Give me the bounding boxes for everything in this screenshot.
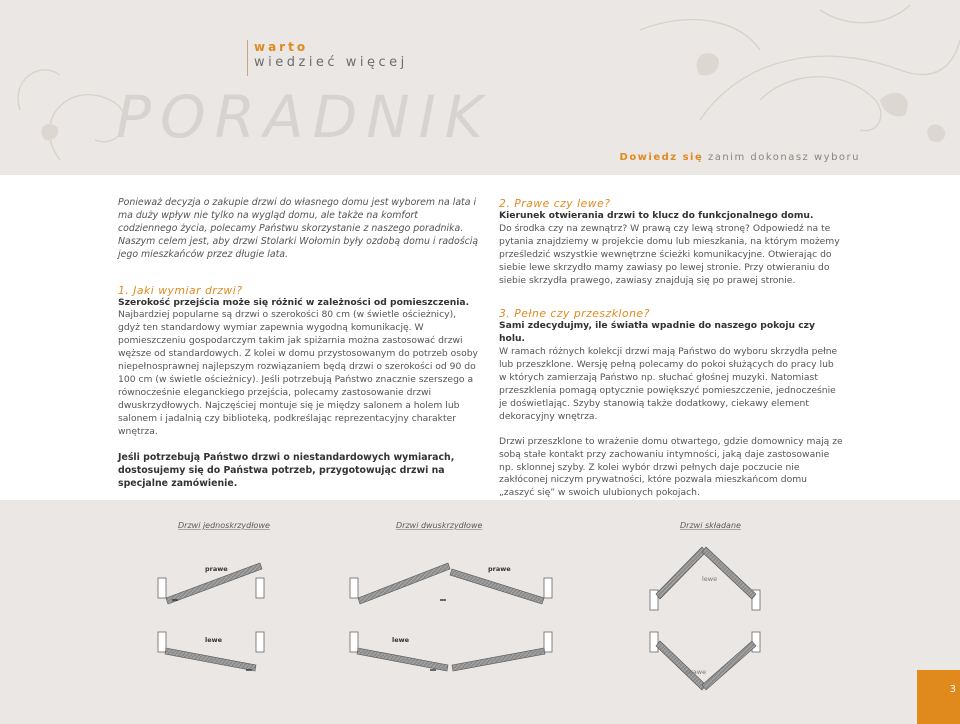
label-single-door: Drzwi jednoskrzydłowe [178,521,270,530]
double-bottom-label: lewe [392,636,410,644]
label-folding-door: Drzwi składane [680,521,741,530]
label-double-door: Drzwi dwuskrzydłowe [396,521,483,530]
section2-heading: 2. Prawe czy lewe? [499,197,611,210]
page-title: PORADNIK [116,83,492,151]
double-top-label: prawe [488,565,511,573]
folding-door-right-diagram [650,632,760,690]
subtitle-rest: zanim dokonasz wyboru [707,152,860,163]
section1-lead: Szerokość przejścia może się różnić w zależności od pomieszczenia. [118,296,470,308]
section2-text: Do środka czy na zewnątrz? W prawą czy lewą stronę? Odpowiedź na te pytania znajdziemy w projekcie domu lub mieszkania, na którym możemy prześledzić wszystkie wewnętrzne ścieżki komunikacyjne. Otwierając do siebie lewe skrzydło mamy zawiasy po lewej stronie. Przy otwieraniu do siebie skrzydła prawego, zawiasy znajdują się po prawej stronie. [499,222,840,286]
section3-text-2: Drzwi przeszklone to wrażenie domu otwartego, gdzie domownicy mają ze sobą stałe kontakt przy zachowaniu intymności, jaką daje zastosowanie np. sklonnej szyby. Z kolei wybór drzwi pełnych daje poczucie nie zakłóconej niczym prywatności, które pozwala mieszkańcom domu „zaszyć się” w swoich ulubionych pokojach. [499,435,843,499]
section3-text: W ramach różnych kolekcji drzwi mają Państwo do wyboru skrzydła pełne lub przeszklone. Wersję pełną polecamy do pokoi służących do pracy lub w których zamierzają Państwo np. słuchać głośnej muzyki. Natomiast przeszklenia pomagą optycznie powiększyć pomieszczenie, jednocześnie je doświetlając. Szyby stanowią także dodatkowy, ciekawy element dekoracyjny wnętrza. [499,346,838,422]
single-door-right-diagram [158,563,264,604]
section3-lead: Sami zdecydujmy, ile światła wpadnie do naszego pokoju czy holu. [499,320,816,345]
section1-heading: 1. Jaki wymiar drzwi? [118,283,243,297]
folding-door-left-diagram [650,547,760,610]
section3-heading: 3. Pełne czy przeszklone? [499,307,650,321]
subtitle-accent: Dowiedz się [619,152,704,163]
folding-bottom-label: prawe [686,668,707,676]
single-door-left-diagram [158,632,264,671]
page-number: 3 [917,670,960,724]
section2-lead: Kierunek otwierania drzwi to klucz do funkcjonalnego domu. [499,210,814,221]
double-door-right-diagram [350,563,552,604]
single-top-label: prawe [205,565,228,573]
tag-line-wiedziec: wiedzieć więcej [254,55,408,70]
single-bottom-label: lewe [205,636,223,644]
double-door-left-diagram [350,632,552,671]
section1-text: Najbardziej popularne są drzwi o szerokości 80 cm (w świetle ościeżnicy), gdyż ten standardowy wymiar zapewnia wygodną komunikację. W pomieszczeniu gospodarczym takim jak spiżarnia można zastosować drzwi węższe od standardowych. Z kolei w domu przystosowanym do potrzeb osoby niepełnosprawnej najlepszym rozwiązaniem będą drzwi o szerokości od 90 do 100 cm (w świetle ościeżnicy). Jeśli potrzebują Państwo znacznie szerszego a równocześnie eleganckiego przejścia, polecamy zastosowanie drzwi dwuskrzydłowych. Najczęściej montuje się je między salonem a holem lub salonem i jadalnią czy biblioteką, podkreślając reprezentacyjny charakter wnętrza. [118,309,478,437]
intro-text: Ponieważ decyzja o zakupie drzwi do własnego domu jest wyborem na lata i ma duży wpływ nie tylko na wygląd domu, ale także na komfort codziennego życia, polecamy Państwu skorzystanie z naszego poradnika. Naszym celem jest, aby drzwi Stolarki Wołomin były ozdobą domu i radością jego mieszkańców przez długie lata. [118,197,479,260]
tag-line-warto: warto [254,40,309,54]
folding-top-label: lewe [702,575,718,583]
closing-text: Jeśli potrzebują Państwo drzwi o niestandardowych wymiarach, dostosujemy się do Państwa potrzeb, przygotowując drzwi na specjalne zamówienie. [118,451,455,489]
